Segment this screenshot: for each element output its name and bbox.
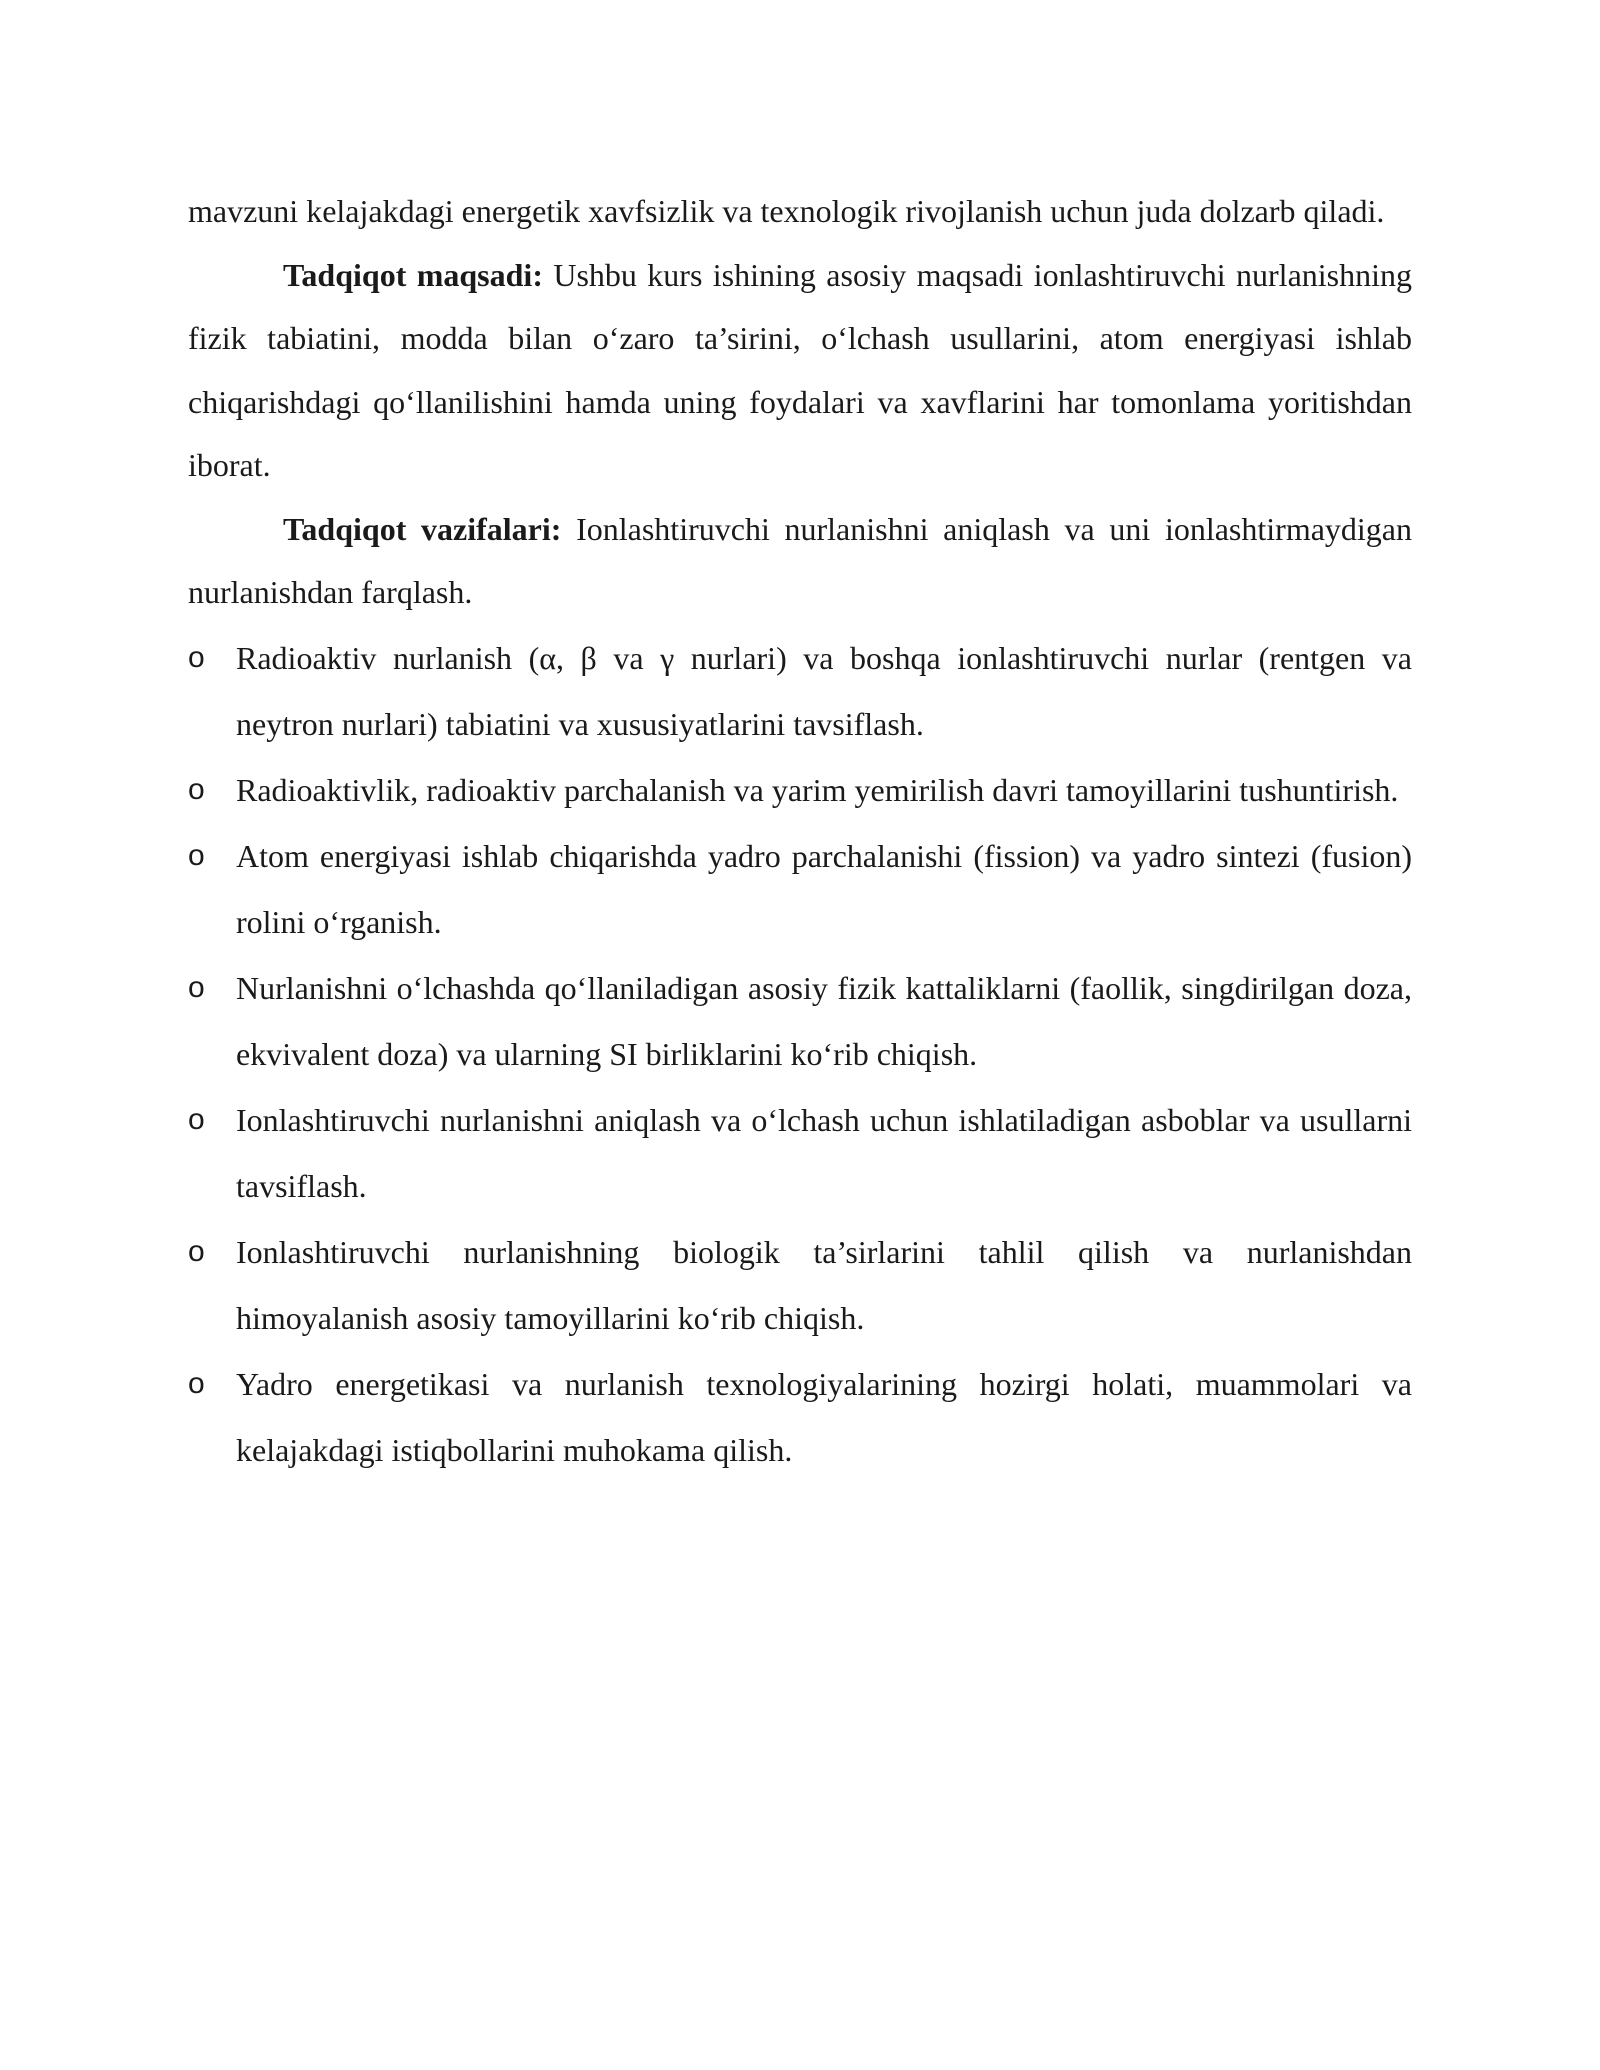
research-goal-text: Ushbu kurs ishining asosiy maqsadi ionlashtiruvchi nurlanishning fizik tabiatini, modda bilan o‘zaro ta’sirini, o‘lchash usullarini, atom energiyasi ishlab chiqarishdagi qo‘llanilishini hamda uning foydalari va xavflarini har tomonlama yoritishdan iborat. [188,256,1413,483]
list-item-text: Yadro energetikasi va nurlanish texnologiyalarining hozirgi holati, muammolari va kelajakdagi istiqbollarini muhokama qilish. [236,1365,1412,1468]
bullet-marker-icon: o [188,970,205,1004]
document-page [188,180,1412,1483]
bullet-marker-icon: o [188,772,205,806]
list-item [188,823,1412,955]
list-item-text: Radioaktiv nurlanish (α, β va γ nurlari) va boshqa ionlashtiruvchi nurlar (rentgen va neytron nurlari) tabiatini va xususiyatlarini tavsiflash. [236,639,1412,742]
bullet-marker-icon: o [188,640,205,674]
list-item [188,1219,1412,1351]
research-tasks-heading: Tadqiqot vazifalari: [283,510,562,547]
research-goal-heading: Tadqiqot maqsadi: [283,256,543,293]
list-item [188,625,1412,757]
bullet-marker-icon: o [188,1366,205,1400]
bullet-marker-icon: o [188,838,205,872]
list-item [188,1087,1412,1219]
list-item [188,955,1412,1087]
list-item-text: Radioaktivlik, radioaktiv parchalanish va yarim yemirilish davri tamoyillarini tushuntirish. [236,771,1399,808]
list-item-text: Atom energiyasi ishlab chiqarishda yadro parchalanishi (fission) va yadro sintezi (fusion) rolini o‘rganish. [236,837,1412,940]
paragraph-research-goal [188,244,1412,498]
research-tasks-text: Ionlashtiruvchi nurlanishni aniqlash va uni ionlashtirmaydigan nurlanishdan farqlash. [188,510,1413,610]
list-item [188,757,1412,823]
list-item [188,1351,1412,1483]
tasks-bullet-list [188,625,1412,1483]
paragraph-continuation: mavzuni kelajakdagi energetik xavfsizlik va texnologik rivojlanish uchun juda dolzarb qiladi. [188,193,1385,229]
paragraph-research-tasks [188,498,1412,625]
list-item-text: Ionlashtiruvchi nurlanishni aniqlash va o‘lchash uchun ishlatiladigan asboblar va usullarni tavsiflash. [236,1101,1412,1204]
bullet-marker-icon: o [188,1234,205,1268]
list-item-text: Ionlashtiruvchi nurlanishning biologik ta’sirlarini tahlil qilish va nurlanishdan himoyalanish asosiy tamoyillarini ko‘rib chiqish. [236,1233,1412,1336]
list-item-text: Nurlanishni o‘lchashda qo‘llaniladigan asosiy fizik kattaliklarni (faollik, singdirilgan doza, ekvivalent doza) va ularning SI birliklarini ko‘rib chiqish. [236,969,1412,1072]
bullet-marker-icon: o [188,1102,205,1136]
